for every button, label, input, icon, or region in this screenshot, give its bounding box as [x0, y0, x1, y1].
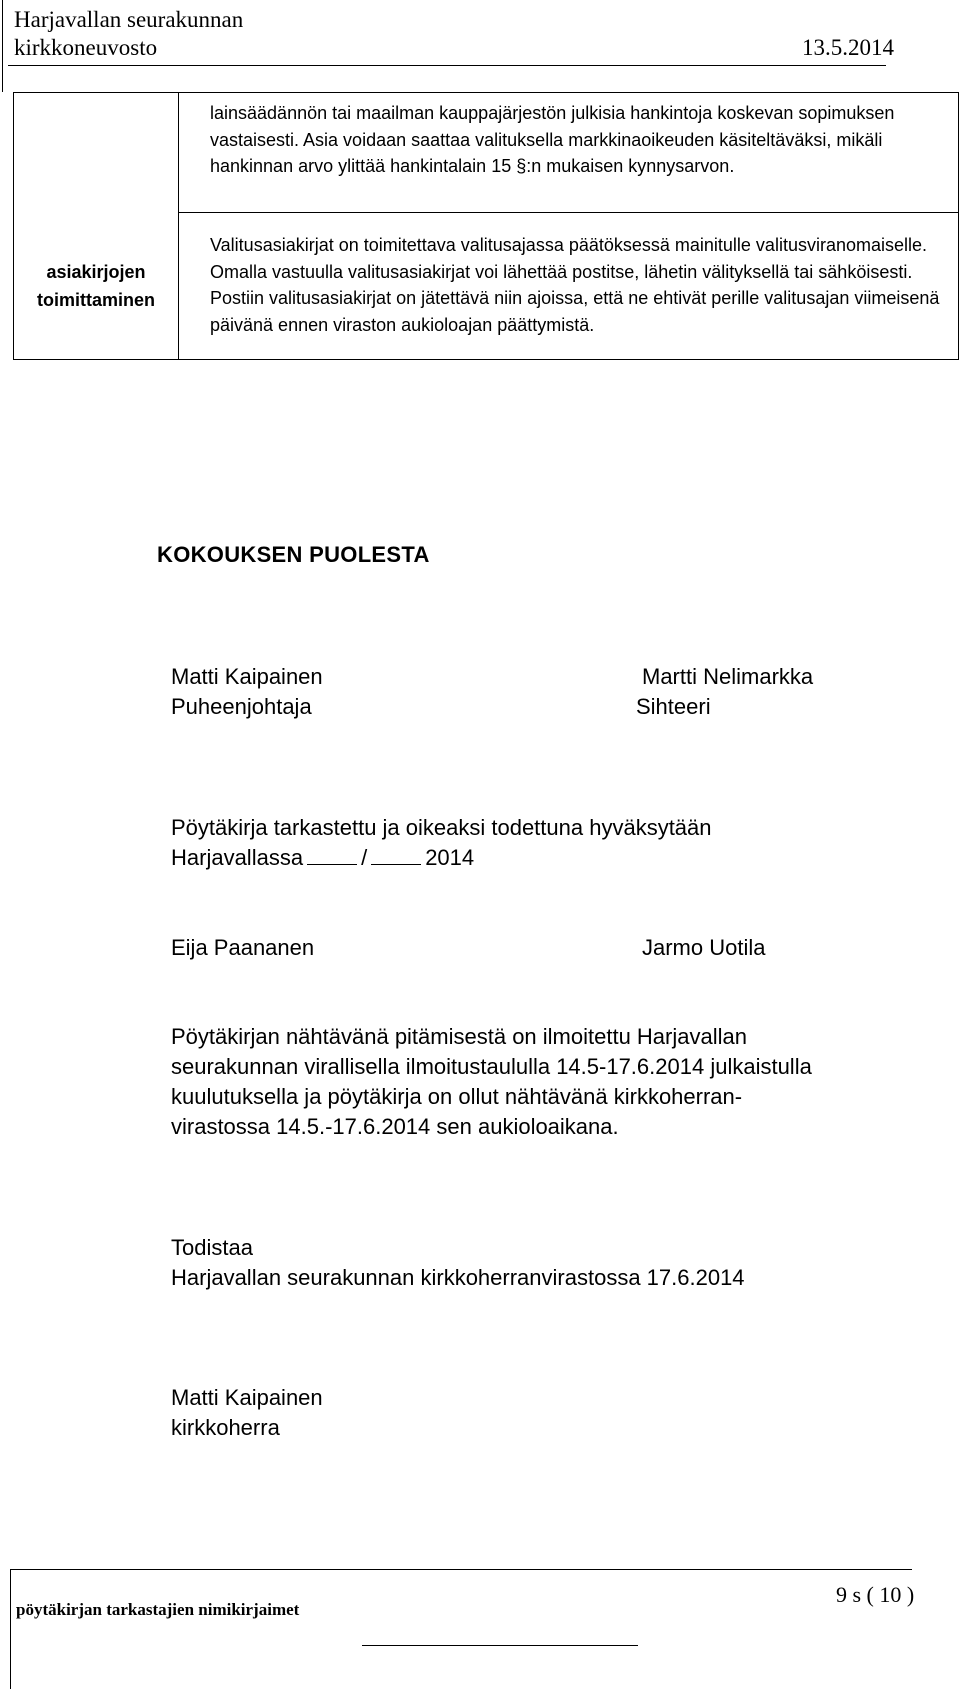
- secretary-title: Sihteeri: [636, 694, 711, 719]
- table-row-label-line2: toimittaminen: [36, 290, 155, 310]
- header-body-name: kirkkoneuvosto: [14, 35, 158, 60]
- initials-signature-line: [362, 1645, 638, 1646]
- attest-name: Matti Kaipainen: [171, 1385, 323, 1410]
- notice-line-1: Pöytäkirjan nähtävänä pitämisestä on ilmoitettu Harjavallan: [171, 1024, 747, 1049]
- review-place-date: [171, 843, 474, 873]
- date-separator: /: [361, 845, 368, 870]
- review-statement: Pöytäkirja tarkastettu ja oikeaksi todettuna hyväksytään: [171, 815, 712, 840]
- notice-line-2: seurakunnan virallisella ilmoitustaululla 14.5-17.6.2014 julkaistulla: [171, 1054, 812, 1079]
- review-year: 2014: [425, 845, 475, 870]
- month-blank: [371, 844, 421, 865]
- table-row-divider: [179, 212, 959, 213]
- day-blank: [307, 844, 357, 865]
- header-left-rule: [2, 0, 3, 92]
- footer-rule: [10, 1569, 912, 1570]
- attest-label: Todistaa: [171, 1235, 253, 1260]
- table-column-divider: [178, 92, 179, 360]
- table-row-label-line1: asiakirjojen: [46, 262, 146, 282]
- notice-line-4: virastossa 14.5.-17.6.2014 sen aukioloaikana.: [171, 1114, 619, 1139]
- reviewer-1: Eija Paananen: [171, 935, 315, 960]
- page-number: 9 s ( 10 ): [836, 1582, 915, 1607]
- attest-title: kirkkoherra: [171, 1415, 280, 1440]
- header-underline: [8, 65, 886, 66]
- table-cell-submission-text: Valitusasiakirjat on toimitettava valitusajassa päätöksessä mainitulle valitusviranomaiselle. Omalla vastuulla valitusasiakirjat voi lähettää postitse, lähetin välityksellä tai sähköisesti. Postiin valitusasiakirjat on jätettävä niin ajoissa, että ne ehtivät perille valitusajan viimeisenä päivänä ennen viraston aukioloajan päättymistä.: [210, 235, 940, 335]
- chair-title: Puheenjohtaja: [171, 694, 312, 719]
- attest-statement: Harjavallan seurakunnan kirkkoherranvirastossa 17.6.2014: [171, 1265, 745, 1290]
- table-row-label: [14, 258, 178, 314]
- table-cell-procurement-text: lainsäädännön tai maailman kauppajärjestön julkisia hankintoja koskevan sopimuksen vastaisesti. Asia voidaan saattaa valituksella markkinaoikeuden käsiteltäväksi, mikäli hankinnan arvo ylittää hankintalain 15 §:n mukaisen kynnysarvon.: [210, 103, 895, 176]
- chair-name: Matti Kaipainen: [171, 664, 323, 689]
- notice-line-3: kuulutuksella ja pöytäkirja on ollut nähtävänä kirkkoherran-: [171, 1084, 743, 1109]
- secretary-name: Martti Nelimarkka: [642, 664, 814, 689]
- section-heading: KOKOUKSEN PUOLESTA: [157, 542, 430, 567]
- footer-initials-label: pöytäkirjan tarkastajien nimikirjaimet: [16, 1600, 300, 1619]
- footer-left-rule: [10, 1569, 11, 1689]
- header-date: 13.5.2014: [802, 35, 894, 60]
- review-place: Harjavallassa: [171, 845, 304, 870]
- header-organization: Harjavallan seurakunnan: [14, 7, 244, 32]
- reviewer-2: Jarmo Uotila: [642, 935, 766, 960]
